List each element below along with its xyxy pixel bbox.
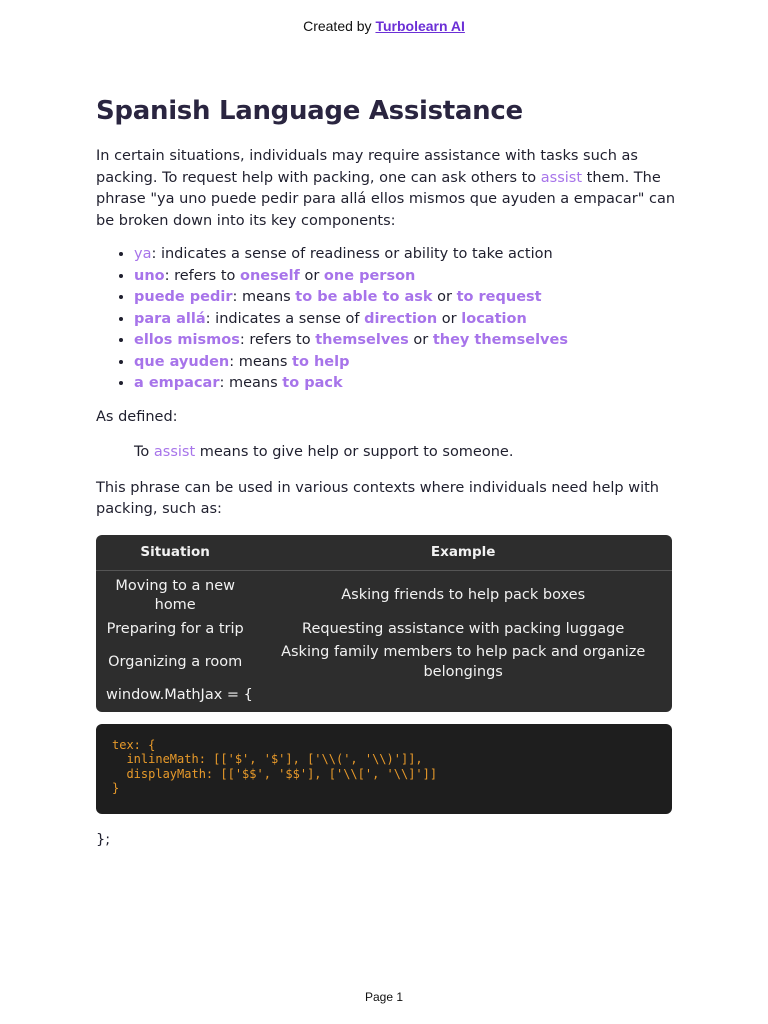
intro-paragraph — [96, 146, 676, 232]
example-cell: Requesting assistance with packing luggage — [302, 620, 625, 637]
component-text: : means — [219, 375, 283, 391]
definition-before: To — [134, 444, 154, 460]
contexts-intro: This phrase can be used in various contexts where individuals need help with packing, such as: — [96, 479, 659, 517]
definition-after: means to give help or support to someone. — [195, 444, 514, 460]
intro-text-before: In certain situations, individuals may require assistance with tasks such as packing. To request help with packing, one can ask others to — [96, 148, 638, 186]
component-text: : indicates a sense of readiness or ability to take action — [151, 246, 553, 262]
closing-brace: }; — [96, 831, 111, 848]
component-alt1: to pack — [282, 375, 343, 391]
component-text: : means — [232, 289, 296, 305]
list-item — [134, 266, 676, 288]
created-by-label: Created by — [303, 18, 372, 34]
component-alt1: oneself — [239, 267, 300, 284]
page-number: Page 1 — [364, 990, 404, 1004]
component-text: : indicates a sense of — [205, 310, 365, 327]
code-block: tex: { inlineMath: [['$', '$'], ['\\(', '\\)']], displayMath: [['$$', '$$'], ['\\[', '\\]']] } — [96, 724, 672, 814]
component-term: que ayuden — [134, 353, 230, 370]
table-row — [96, 618, 672, 642]
component-alt2: location — [461, 310, 527, 327]
list-item — [134, 330, 676, 352]
component-text: : refers to — [239, 332, 316, 348]
list-item — [134, 309, 676, 331]
list-item — [134, 287, 676, 309]
mathjax-text: window.MathJax = { — [106, 687, 253, 703]
component-alt1: to help — [292, 353, 350, 370]
list-item — [134, 352, 676, 374]
situations-table — [96, 535, 672, 712]
page-title: Spanish Language Assistance — [96, 96, 523, 126]
intro-text-after: them. The phrase "ya uno puede pedir para allá ellos mismos que ayuden a empacar" can be broken down into its key components: — [96, 169, 676, 229]
component-term: a empacar — [134, 375, 220, 391]
table-row — [96, 570, 672, 618]
component-term: puede pedir — [134, 289, 233, 305]
top-credit — [0, 18, 768, 34]
column-header-example: Example — [254, 535, 672, 571]
example-cell: Asking friends to help pack boxes — [341, 587, 586, 604]
table-header-row — [96, 535, 672, 571]
document-content — [96, 96, 676, 848]
component-alt2: one person — [323, 267, 416, 284]
component-or: or — [408, 332, 433, 348]
component-term: uno — [134, 267, 165, 284]
component-alt2: to request — [456, 289, 542, 305]
definition-quote — [96, 442, 676, 464]
component-alt1: direction — [364, 310, 438, 327]
component-text: : means — [229, 353, 293, 370]
situation-cell: Organizing a room — [108, 653, 243, 670]
component-or: or — [437, 310, 462, 327]
component-term: para allá — [134, 310, 206, 327]
component-alt2: they themselves — [432, 332, 568, 348]
component-or: or — [299, 267, 324, 284]
situation-cell: Preparing for a trip — [106, 620, 244, 637]
component-alt1: to be able to ask — [295, 289, 433, 305]
component-term: ellos mismos — [134, 332, 240, 348]
situation-cell: Moving to a new home — [115, 577, 235, 613]
component-term: ya — [134, 246, 152, 262]
components-list — [96, 244, 676, 395]
as-defined-label: As defined: — [96, 408, 178, 425]
turbolearn-link[interactable]: Turbolearn AI — [375, 18, 465, 34]
list-item — [134, 244, 676, 266]
example-cell: Asking family members to help pack and organize belongings — [281, 644, 646, 680]
component-text: : refers to — [164, 267, 240, 284]
component-or: or — [432, 289, 457, 305]
list-item — [134, 373, 676, 395]
component-alt1: themselves — [315, 332, 409, 348]
table-row — [96, 684, 672, 712]
intro-term-assist: assist — [540, 169, 583, 186]
definition-term: assist — [153, 444, 196, 460]
column-header-situation: Situation — [96, 535, 254, 571]
table-row — [96, 641, 672, 684]
